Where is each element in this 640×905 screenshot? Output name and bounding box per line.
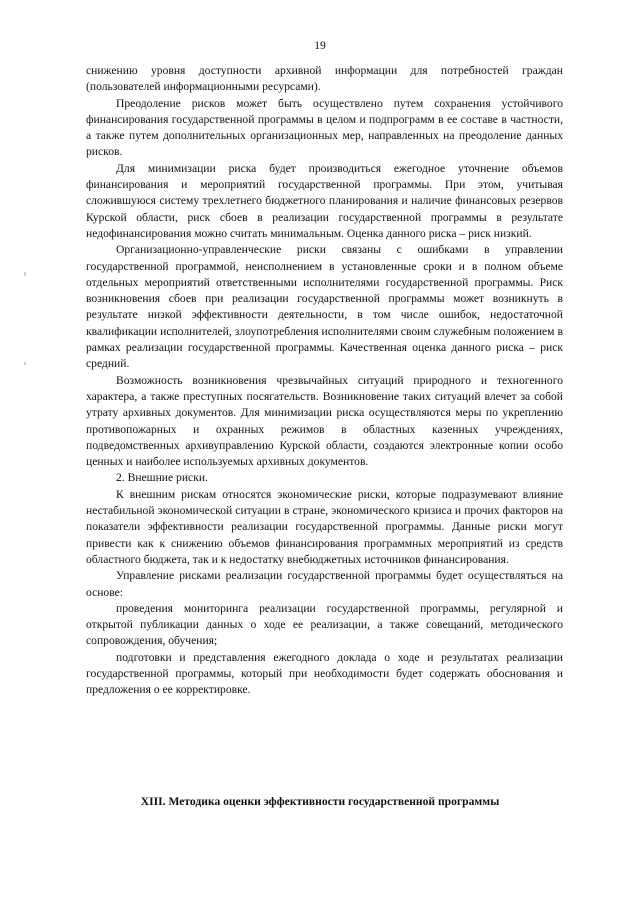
paragraph: К внешним рискам относятся экономические риски, которые подразумевают влияние нестабильной экономической ситуации в стране, экономического кризиса и прочих факторов на показатели эффективности реализации государственной программы. Данные риски могут привести как к снижению объемов финансирования программных мероприятий из средств областного бюджета, так и к недостатку внебюджетных источников финансирования. [86,487,563,566]
document-body [86,63,563,699]
paragraph: Для минимизации риска будет производиться ежегодное уточнение объемов финансирования и мероприятий государственной программы. При этом, учитывая сложившуюся систему трехлетнего бюджетного планирования и наличие финансовых резервов Курской области, риск сбоев в реализации государственной программы в результате недофинансирования можно считать минимальным. Оценка данного риска – риск низкий. [86,161,563,240]
scan-artifact [24,362,26,365]
paragraph: Организационно-управленческие риски связаны с ошибками в управлении государственной программой, неисполнением в установленные сроки и в полном объеме отдельных мероприятий ответственными исполнителями государственной программы. Риск возникновения сбоев при реализации государственной программы может возникнуть в результате низкой эффективности деятельности, в том числе ошибок, недостаточной квалификации исполнителей, злоупотребления исполнителями своим служебным положением в рамках реализации государственной программы. Качественная оценка данного риска – риск средний. [86,243,563,371]
scan-artifact [24,272,26,276]
subsection-label: 2. Внешние риски. [116,471,208,485]
paragraph: снижению уровня доступности архивной информации для потребностей граждан (пользователей информационными ресурсами). [86,64,563,94]
page-number: 19 [314,40,326,52]
section-heading: XIII. Методика оценки эффективности государственной программы [140,795,500,808]
paragraph: Преодоление рисков может быть осуществлено путем сохранения устойчивого финансирования государственной программы в целом и подпрограмм в ее составе в частности, а также путем дополнительных организационных мер, направленных на преодоление данных рисков. [86,96,563,159]
paragraph: Управление рисками реализации государственной программы будет осуществляться на основе: [86,569,563,599]
paragraph: Возможность возникновения чрезвычайных ситуаций природного и техногенного характера, а также преступных посягательств. Возникновение таких ситуаций влечет за собой утрату архивных документов. Для минимизации риска осуществляются меры по укреплению противопожарных и охранных режимов в областных казенных учреждениях, подведомственных архивуправлению Курской области, создаются электронные копии особо ценных и наиболее используемых архивных документов. [86,373,563,469]
paragraph: проведения мониторинга реализации государственной программы, регулярной и открытой публикации данных о ходе ее реализации, а также совещаний, методического сопровождения, обучения; [86,601,563,648]
paragraph: подготовки и представления ежегодного доклада о ходе и результатах реализации государственной программы, который при необходимости будет содержать обоснования и предложения о ее корректировке. [86,650,563,697]
